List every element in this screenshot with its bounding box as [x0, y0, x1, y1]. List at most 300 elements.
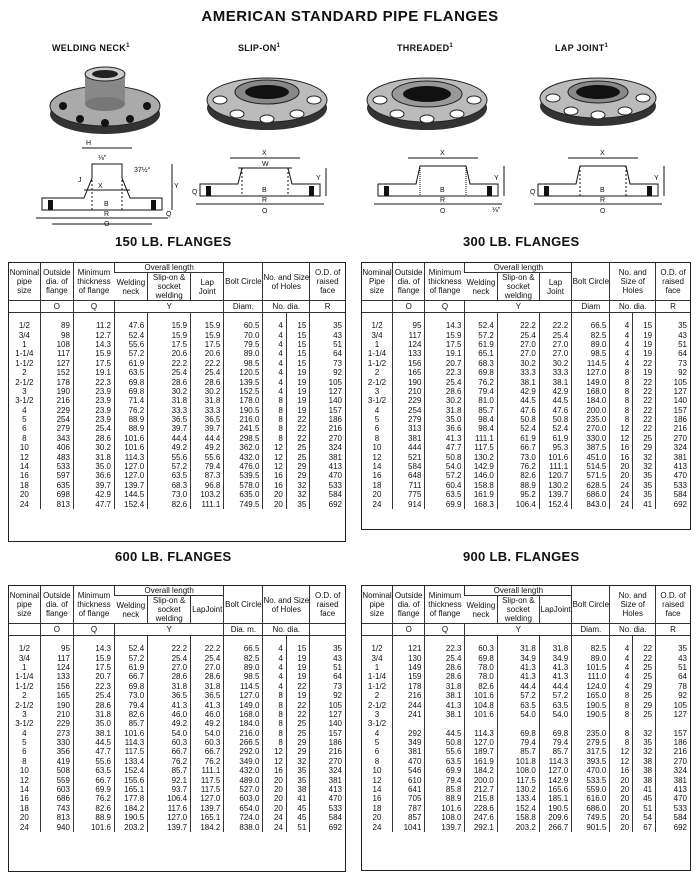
table-cell: 692 — [656, 499, 690, 508]
header-outside-dia: Outside dia. of flange — [40, 586, 73, 624]
table-cell: 8 — [610, 387, 633, 396]
label-angle: 37½° — [134, 167, 151, 174]
table-cell: 47.7 — [73, 499, 114, 508]
table-cell: 3/4 — [18, 653, 30, 663]
table-cell: 14.3 — [73, 340, 114, 349]
table-row — [9, 443, 345, 452]
header-min-thickness: Minimum thickness of flange — [73, 263, 114, 301]
table-cell: 4 — [263, 636, 286, 654]
table-cell: 3-1/2 — [15, 719, 34, 729]
table-cell: 41.3 — [497, 672, 539, 681]
table-cell: 527.0 — [224, 785, 263, 794]
table-row — [362, 794, 690, 803]
table-cell: 20 — [610, 804, 633, 813]
table-cell: 57.2 — [539, 691, 571, 700]
table-cell: 44.4 — [497, 682, 539, 691]
table-cell: 4 — [610, 653, 633, 662]
table-cell: 156 — [40, 682, 73, 691]
table-cell: 35 — [286, 766, 309, 775]
table-cell: 101.6 — [465, 691, 497, 700]
table-cell: 36.5 — [191, 415, 224, 424]
table-cell: 279 — [393, 415, 425, 424]
table-cell: 216 — [393, 691, 425, 700]
table-row — [9, 775, 345, 784]
table-cell: 32 — [633, 747, 656, 756]
table-cell: 19 — [286, 396, 309, 405]
table-cell: 22 — [633, 653, 656, 662]
table-cell: 41.3 — [191, 700, 224, 709]
table-cell: 584 — [656, 490, 690, 499]
header-bolt-circle: Bolt Circle — [572, 586, 610, 624]
table-cell: 60.3 — [148, 738, 191, 747]
table-cell: 317.5 — [572, 747, 610, 756]
table-cell: 16 — [610, 443, 633, 452]
table-cell: 692 — [656, 822, 690, 831]
table-cell: 57.2 — [497, 691, 539, 700]
welding-neck-flange-illustration — [45, 56, 165, 136]
table-row — [362, 766, 690, 775]
table-cell: 8 — [263, 424, 286, 433]
table-cell: 50.8 — [425, 452, 465, 461]
table-row — [9, 738, 345, 747]
table-cell — [393, 719, 425, 728]
table-row — [362, 691, 690, 700]
symbol-cell: O — [40, 301, 73, 313]
table-cell: 22 — [633, 424, 656, 433]
table-cell: 33.3 — [191, 406, 224, 415]
flange-table-900lb — [361, 585, 691, 871]
table-cell: 10 — [19, 443, 29, 453]
table-cell: 324 — [656, 443, 690, 452]
symbol-cell: Diam — [572, 301, 610, 313]
table-cell: 117 — [40, 653, 73, 662]
table-cell: 203.2 — [497, 822, 539, 831]
table-row — [9, 672, 345, 681]
table-row — [9, 452, 345, 461]
table-cell: 25 — [286, 452, 309, 461]
table-cell: 64 — [310, 672, 345, 681]
label-x: X — [98, 183, 103, 190]
section-title-300lb: 300 LB. FLANGES — [463, 234, 580, 249]
header-raised-face: O.D. of raised face — [310, 263, 345, 301]
table-cell: 4 — [610, 672, 633, 681]
header-holes: No. and Size of Holes — [263, 586, 310, 624]
table-cell: 16 — [19, 471, 29, 481]
table-cell: 2 — [22, 368, 27, 378]
table-cell: 98.5 — [572, 349, 610, 358]
table-cell: 168.0 — [224, 710, 263, 719]
table-cell: 142.9 — [539, 775, 571, 784]
table-cell: 8 — [263, 738, 286, 747]
table-cell: 51 — [310, 340, 345, 349]
table-cell: 4 — [374, 405, 380, 415]
table-cell: 4 — [610, 636, 633, 654]
table-cell: 35 — [310, 313, 345, 331]
table-row — [362, 396, 690, 405]
table-cell: 89.0 — [572, 653, 610, 662]
table-cell: 130.2 — [465, 452, 497, 461]
table-cell: 3-1/2 — [367, 396, 387, 406]
label-y: Y — [174, 183, 179, 190]
table-cell: 190 — [393, 377, 425, 386]
table-cell: 10 — [19, 766, 29, 776]
table-cell: 14 — [372, 462, 382, 472]
table-cell: 686 — [40, 794, 73, 803]
table-cell: 27.0 — [539, 349, 571, 358]
table-cell: 73 — [656, 359, 690, 368]
table-cell: 152.4 — [114, 499, 147, 508]
table-cell: 25.4 — [148, 368, 191, 377]
label-r: R — [440, 197, 446, 204]
table-row — [362, 729, 690, 738]
table-row — [362, 672, 690, 681]
table-cell: 140 — [310, 396, 345, 405]
table-cell: 298.5 — [224, 434, 263, 443]
table-cell: 69.8 — [465, 368, 497, 377]
table-row — [9, 330, 345, 339]
header-holes: No. and Size of Holes — [610, 586, 656, 624]
table-cell: 98.4 — [465, 415, 497, 424]
table-cell: 508 — [40, 766, 73, 775]
table-row — [9, 387, 345, 396]
table-cell: 4 — [22, 405, 27, 415]
table-cell: 101.5 — [572, 663, 610, 672]
table-cell: 406 — [40, 443, 73, 452]
header-bolt-circle: Bolt Circle — [572, 263, 610, 301]
table-cell: 1-1/4 — [367, 672, 387, 682]
table-cell: 19 — [633, 330, 656, 339]
table-cell: 61.9 — [539, 434, 571, 443]
table-cell: 23.9 — [73, 406, 114, 415]
table-cell: 20 — [19, 490, 29, 500]
table-row — [9, 636, 345, 654]
table-cell: 69.8 — [114, 682, 147, 691]
table-cell: 20 — [610, 822, 633, 831]
table-cell: 705 — [393, 794, 425, 803]
table-cell: 20 — [263, 785, 286, 794]
table-cell: 362.0 — [224, 443, 263, 452]
table-cell: 98.5 — [224, 672, 263, 681]
table-cell: 22 — [286, 424, 309, 433]
table-cell: 16 — [263, 766, 286, 775]
page-title: AMERICAN STANDARD PIPE FLANGES — [201, 8, 499, 25]
table-cell: 724.0 — [224, 813, 263, 822]
flange-table-150lb — [8, 262, 346, 542]
table-cell: 186 — [656, 415, 690, 424]
table-cell: 28.6 — [73, 434, 114, 443]
table-cell: 393.5 — [572, 757, 610, 766]
table-cell: 79.5 — [224, 340, 263, 349]
table-cell: 95 — [40, 636, 73, 654]
table-cell: 19 — [286, 653, 309, 662]
table-cell: 105 — [310, 377, 345, 386]
table-cell: 124 — [40, 663, 73, 672]
table-cell: 19 — [633, 368, 656, 377]
symbol-cell — [362, 301, 393, 313]
table-cell: 12 — [610, 434, 633, 443]
table-cell: 349 — [393, 738, 425, 747]
header-welding-neck: Welding neck — [116, 600, 146, 619]
table-row — [9, 729, 345, 738]
table-cell: 3 — [374, 386, 380, 396]
table-cell: 330 — [40, 738, 73, 747]
table-cell: 22.2 — [191, 636, 224, 654]
table-cell: 35 — [286, 499, 309, 508]
table-row — [362, 719, 690, 728]
table-cell: 101.6 — [114, 729, 147, 738]
table-cell: 1-1/4 — [15, 349, 34, 359]
table-cell: 6 — [22, 747, 27, 757]
symbol-cell: R — [656, 624, 690, 636]
table-cell: 189.7 — [465, 747, 497, 756]
table-cell: 161.9 — [465, 757, 497, 766]
table-cell: 88.9 — [425, 794, 465, 803]
symbol-cell — [9, 301, 40, 313]
table-cell: 32 — [286, 490, 309, 499]
table-cell: 61.9 — [497, 434, 539, 443]
table-cell: 229 — [40, 406, 73, 415]
symbol-cell: Q — [73, 624, 114, 636]
table-cell: 470 — [310, 794, 345, 803]
table-cell: 108 — [40, 340, 73, 349]
table-cell: 68.3 — [148, 481, 191, 490]
table-cell: 47.6 — [497, 406, 539, 415]
table-cell: 476.0 — [224, 462, 263, 471]
table-row — [362, 757, 690, 766]
label-q: Q — [530, 189, 536, 196]
table-cell: 117 — [40, 349, 73, 358]
table-cell: 130.2 — [497, 785, 539, 794]
table-cell: 539.5 — [224, 471, 263, 480]
table-cell: 22 — [633, 636, 656, 654]
table-cell: 47.6 — [539, 406, 571, 415]
table-cell: 44.4 — [191, 434, 224, 443]
table-cell: 8 — [263, 691, 286, 700]
table-cell: 63.5 — [425, 490, 465, 499]
table-row — [9, 396, 345, 405]
table-cell: 165.6 — [539, 785, 571, 794]
table-cell: 432.0 — [224, 452, 263, 461]
table-cell: 73 — [310, 359, 345, 368]
header-welding-neck: Welding neck — [116, 277, 146, 296]
table-cell: 27.0 — [497, 349, 539, 358]
table-cell: 216 — [310, 424, 345, 433]
table-cell: 35 — [633, 471, 656, 480]
table-cell: 18 — [372, 480, 382, 490]
table-cell: 533.5 — [572, 775, 610, 784]
table-cell: 18 — [19, 803, 29, 813]
table-row — [362, 775, 690, 784]
table-cell: 63.5 — [497, 700, 539, 709]
table-cell: 635 — [40, 481, 73, 490]
flange-type-welding-neck: WELDING NECK$^1$ — [52, 43, 130, 53]
table-cell: 4 — [263, 368, 286, 377]
symbol-cell: Y — [465, 624, 572, 636]
table-cell: 15.9 — [148, 313, 191, 331]
table-cell: 229 — [393, 396, 425, 405]
header-overall-length: Overall length — [114, 586, 223, 596]
table-row — [362, 804, 690, 813]
table-row — [9, 653, 345, 662]
table-cell: 60.3 — [465, 636, 497, 654]
table-cell: 25.4 — [425, 653, 465, 662]
table-cell: 813 — [40, 813, 73, 822]
table-cell: 22.2 — [497, 313, 539, 331]
table-cell: 210 — [393, 387, 425, 396]
table-cell: 60.5 — [224, 313, 263, 331]
table-cell: 19 — [633, 340, 656, 349]
table-cell: 8 — [263, 406, 286, 415]
table-cell: 117 — [393, 330, 425, 339]
table-cell: 787 — [393, 804, 425, 813]
table-cell: 22 — [633, 415, 656, 424]
table-cell: 51 — [310, 663, 345, 672]
table-cell: 35 — [633, 490, 656, 499]
table-cell: 157 — [310, 729, 345, 738]
table-row — [362, 822, 690, 831]
table-cell: 89 — [40, 313, 73, 331]
label-o: O — [104, 221, 110, 226]
table-cell: 31.8 — [497, 636, 539, 654]
table-cell: 381 — [310, 775, 345, 784]
table-cell: 270 — [310, 757, 345, 766]
table-cell: 63.5 — [425, 757, 465, 766]
table-cell: 33.3 — [539, 368, 571, 377]
table-cell: 39.7 — [73, 481, 114, 490]
table-cell: 8 — [263, 719, 286, 728]
table-cell: 12 — [372, 452, 382, 462]
table-cell: 54 — [633, 813, 656, 822]
table-cell: 49.2 — [191, 719, 224, 728]
table-cell: 30.2 — [73, 443, 114, 452]
table-cell: 69.9 — [425, 766, 465, 775]
table-cell: 82.6 — [114, 710, 147, 719]
table-cell: 4 — [263, 682, 286, 691]
table-cell: 139.5 — [224, 377, 263, 386]
label-r: R — [104, 211, 110, 218]
table-cell: 95 — [393, 313, 425, 331]
table-row — [9, 785, 345, 794]
table-row — [362, 349, 690, 358]
table-cell: 381 — [656, 452, 690, 461]
table-cell: 8 — [610, 738, 633, 747]
table-cell: 559.0 — [572, 785, 610, 794]
table-cell: 184.0 — [572, 396, 610, 405]
table-cell: 152.5 — [224, 387, 263, 396]
table-cell: 139.7 — [539, 490, 571, 499]
table-cell: 533 — [40, 462, 73, 471]
table-cell: 292.0 — [224, 747, 263, 756]
table-row — [362, 653, 690, 662]
table-cell: 34.9 — [539, 653, 571, 662]
label-x: X — [600, 150, 605, 157]
table-cell: 101.6 — [114, 443, 147, 452]
header-raised-face: O.D. of raised face — [310, 586, 345, 624]
table-cell: 139.7 — [425, 822, 465, 831]
table-cell: 79.4 — [497, 738, 539, 747]
table-cell: 124 — [393, 340, 425, 349]
table-cell: 69.8 — [465, 653, 497, 662]
table-cell: 210 — [40, 710, 73, 719]
table-cell: 35 — [286, 775, 309, 784]
table-row — [362, 377, 690, 386]
table-cell: 120.5 — [224, 368, 263, 377]
table-cell: 38 — [633, 757, 656, 766]
label-y: Y — [654, 175, 659, 182]
symbol-cell: No. dia. — [263, 624, 310, 636]
header-holes: No. and Size of Holes — [263, 263, 310, 301]
table-cell: 8 — [22, 756, 27, 766]
table-cell: 158.8 — [497, 813, 539, 822]
table-cell: 76.2 — [114, 406, 147, 415]
table-cell: 8 — [263, 396, 286, 405]
label-r: R — [600, 197, 606, 204]
table-cell: 8 — [610, 710, 633, 719]
table-cell: 133.4 — [497, 794, 539, 803]
table-cell: 101.6 — [465, 710, 497, 719]
table-cell: 200.0 — [465, 775, 497, 784]
table-cell: 79.4 — [425, 775, 465, 784]
header-lap-joint: Lap Joint — [191, 273, 224, 301]
table-cell: 73 — [310, 682, 345, 691]
table-cell: 216 — [40, 396, 73, 405]
table-row — [362, 636, 690, 654]
table-cell: 79.4 — [114, 700, 147, 709]
table-cell: 2 — [374, 691, 380, 701]
table-cell: 55.6 — [191, 452, 224, 461]
table-cell: 533 — [310, 804, 345, 813]
table-cell: 692 — [310, 822, 345, 831]
table-cell: 44.5 — [73, 738, 114, 747]
table-row — [9, 663, 345, 672]
table-cell: 28.6 — [191, 377, 224, 386]
table-cell: 559 — [40, 775, 73, 784]
table-cell: 19 — [286, 387, 309, 396]
table-cell: 27.0 — [191, 663, 224, 672]
table-cell: 12 — [610, 757, 633, 766]
table-cell: 18 — [372, 803, 382, 813]
table-cell: 82.5 — [572, 330, 610, 339]
table-cell: 32 — [633, 462, 656, 471]
table-cell: 32 — [633, 729, 656, 738]
table-cell: 36.5 — [148, 691, 191, 700]
table-cell: 23.9 — [73, 387, 114, 396]
table-cell: 35 — [633, 481, 656, 490]
table-cell: 22.3 — [73, 377, 114, 386]
table-row — [362, 663, 690, 672]
table-row — [362, 313, 690, 331]
table-cell: 387.5 — [572, 443, 610, 452]
table-cell: 28.6 — [425, 663, 465, 672]
table-cell: 25 — [286, 443, 309, 452]
header-lap-joint: Lap Joint — [539, 273, 571, 301]
table-cell: 127.0 — [191, 794, 224, 803]
table-cell: 186 — [310, 738, 345, 747]
table-cell: 63.5 — [73, 766, 114, 775]
table-cell: 85.7 — [465, 406, 497, 415]
table-cell: 103.2 — [191, 490, 224, 499]
slip-on-flange-illustration — [202, 56, 332, 136]
table-cell: 35 — [656, 636, 690, 654]
table-cell: 4 — [263, 663, 286, 672]
symbol-cell: O — [393, 624, 425, 636]
table-cell: 184.2 — [191, 822, 224, 831]
table-cell: 67 — [633, 822, 656, 831]
table-cell: 15 — [286, 636, 309, 654]
welding-neck-section-diagram — [22, 136, 182, 226]
table-cell: 66.7 — [191, 747, 224, 756]
table-cell: 25.4 — [497, 330, 539, 339]
